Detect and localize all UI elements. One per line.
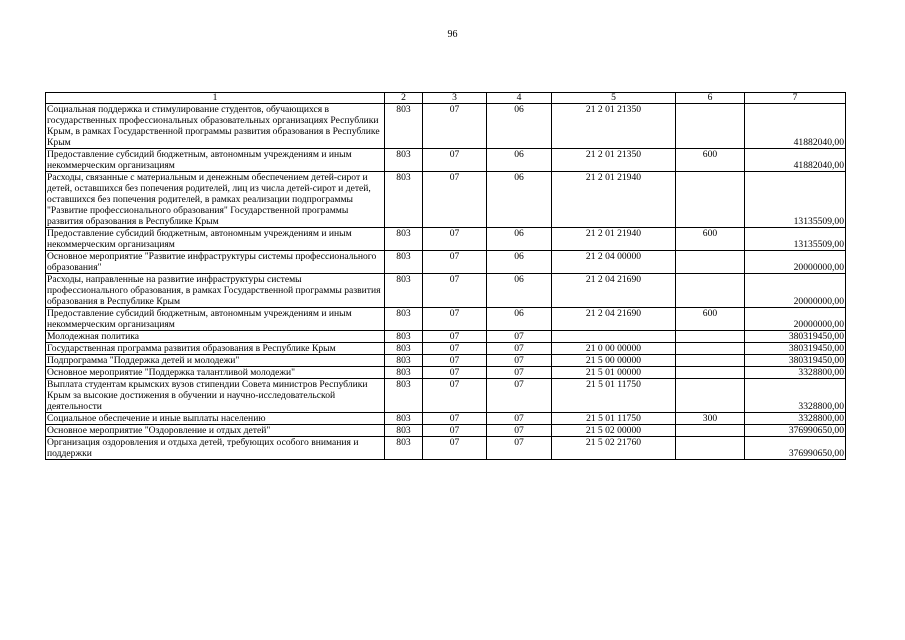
row-code-4: 07 bbox=[487, 343, 552, 355]
row-code-5: 21 5 01 11750 bbox=[552, 379, 676, 413]
row-code-6 bbox=[676, 104, 745, 149]
row-code-3: 07 bbox=[423, 172, 487, 228]
row-code-4: 06 bbox=[487, 149, 552, 172]
row-name: Расходы, направленные на развитие инфраструктуры системы профессионального образования, в рамках Государственной программы развития образования в Республике Крым bbox=[46, 274, 385, 308]
table-row bbox=[46, 343, 846, 355]
row-amount: 376990650,00 bbox=[745, 425, 846, 437]
row-code-3: 07 bbox=[423, 367, 487, 379]
row-code-2: 803 bbox=[385, 149, 423, 172]
row-code-3: 07 bbox=[423, 251, 487, 274]
row-amount: 376990650,00 bbox=[745, 437, 846, 460]
row-code-6 bbox=[676, 172, 745, 228]
row-amount: 20000000,00 bbox=[745, 308, 846, 331]
row-code-4: 07 bbox=[487, 367, 552, 379]
row-amount: 380319450,00 bbox=[745, 343, 846, 355]
column-header: 3 bbox=[423, 93, 487, 104]
row-code-4: 07 bbox=[487, 413, 552, 425]
table-row bbox=[46, 367, 846, 379]
row-code-3: 07 bbox=[423, 149, 487, 172]
row-code-5: 21 2 01 21350 bbox=[552, 104, 676, 149]
row-code-6: 600 bbox=[676, 308, 745, 331]
row-amount: 380319450,00 bbox=[745, 331, 846, 343]
row-code-6 bbox=[676, 437, 745, 460]
row-code-3: 07 bbox=[423, 413, 487, 425]
row-code-2: 803 bbox=[385, 367, 423, 379]
row-code-2: 803 bbox=[385, 228, 423, 251]
row-amount: 41882040,00 bbox=[745, 104, 846, 149]
row-code-5: 21 2 04 21690 bbox=[552, 274, 676, 308]
row-amount: 20000000,00 bbox=[745, 274, 846, 308]
row-code-2: 803 bbox=[385, 251, 423, 274]
row-name: Социальная поддержка и стимулирование студентов, обучающихся в государственных профессиональных образовательных организациях Республики Крым, в рамках Государственной программы развития образования в Республике Крым bbox=[46, 104, 385, 149]
row-code-2: 803 bbox=[385, 425, 423, 437]
table-row bbox=[46, 331, 846, 343]
row-amount: 3328800,00 bbox=[745, 413, 846, 425]
row-code-4: 07 bbox=[487, 425, 552, 437]
row-code-2: 803 bbox=[385, 379, 423, 413]
column-header: 4 bbox=[487, 93, 552, 104]
row-code-5: 21 2 01 21350 bbox=[552, 149, 676, 172]
row-code-6 bbox=[676, 367, 745, 379]
row-amount: 3328800,00 bbox=[745, 379, 846, 413]
row-code-6 bbox=[676, 343, 745, 355]
row-amount: 20000000,00 bbox=[745, 251, 846, 274]
row-code-2: 803 bbox=[385, 308, 423, 331]
row-code-2: 803 bbox=[385, 437, 423, 460]
row-code-6: 600 bbox=[676, 149, 745, 172]
row-code-5: 21 5 01 00000 bbox=[552, 367, 676, 379]
row-code-4: 07 bbox=[487, 355, 552, 367]
table-row bbox=[46, 251, 846, 274]
row-code-2: 803 bbox=[385, 343, 423, 355]
page-number: 96 bbox=[447, 29, 458, 40]
column-header: 5 bbox=[552, 93, 676, 104]
row-code-2: 803 bbox=[385, 172, 423, 228]
row-name: Социальное обеспечение и иные выплаты населению bbox=[46, 413, 385, 425]
row-code-6 bbox=[676, 251, 745, 274]
row-code-3: 07 bbox=[423, 343, 487, 355]
table-body bbox=[46, 93, 846, 460]
table-row bbox=[46, 228, 846, 251]
row-name: Предоставление субсидий бюджетным, автономным учреждениям и иным некоммерческим организациям bbox=[46, 308, 385, 331]
row-name: Молодежная политика bbox=[46, 331, 385, 343]
table-row bbox=[46, 274, 846, 308]
row-code-5: 21 5 02 21760 bbox=[552, 437, 676, 460]
row-code-5: 21 5 00 00000 bbox=[552, 355, 676, 367]
table-row bbox=[46, 149, 846, 172]
row-code-5: 21 5 02 00000 bbox=[552, 425, 676, 437]
row-amount: 41882040,00 bbox=[745, 149, 846, 172]
row-code-5: 21 2 01 21940 bbox=[552, 228, 676, 251]
column-header: 2 bbox=[385, 93, 423, 104]
row-name: Основное мероприятие "Развитие инфраструктуры системы профессионального образования" bbox=[46, 251, 385, 274]
row-amount: 380319450,00 bbox=[745, 355, 846, 367]
row-code-5: 21 2 01 21940 bbox=[552, 172, 676, 228]
row-code-3: 07 bbox=[423, 437, 487, 460]
row-name: Предоставление субсидий бюджетным, автономным учреждениям и иным некоммерческим организациям bbox=[46, 228, 385, 251]
row-code-5: 21 0 00 00000 bbox=[552, 343, 676, 355]
table-row bbox=[46, 308, 846, 331]
row-name: Основное мероприятие "Оздоровление и отдых детей" bbox=[46, 425, 385, 437]
row-code-5 bbox=[552, 331, 676, 343]
column-header: 1 bbox=[46, 93, 385, 104]
row-code-2: 803 bbox=[385, 331, 423, 343]
row-name: Выплата студентам крымских вузов стипендии Совета министров Республики Крым за высокие достижения в обучении и научно-исследовательской деятельности bbox=[46, 379, 385, 413]
row-code-4: 06 bbox=[487, 172, 552, 228]
row-code-3: 07 bbox=[423, 331, 487, 343]
table-row bbox=[46, 104, 846, 149]
row-code-4: 06 bbox=[487, 308, 552, 331]
row-code-4: 06 bbox=[487, 104, 552, 149]
table-row bbox=[46, 437, 846, 460]
row-name: Организация оздоровления и отдыха детей, требующих особого внимания и поддержки bbox=[46, 437, 385, 460]
row-amount: 3328800,00 bbox=[745, 367, 846, 379]
row-code-6 bbox=[676, 274, 745, 308]
row-code-2: 803 bbox=[385, 274, 423, 308]
row-code-3: 07 bbox=[423, 274, 487, 308]
row-amount: 13135509,00 bbox=[745, 172, 846, 228]
row-code-2: 803 bbox=[385, 104, 423, 149]
row-code-6 bbox=[676, 355, 745, 367]
table-row bbox=[46, 425, 846, 437]
row-code-3: 07 bbox=[423, 104, 487, 149]
row-code-6: 300 bbox=[676, 413, 745, 425]
row-code-5: 21 2 04 00000 bbox=[552, 251, 676, 274]
row-code-2: 803 bbox=[385, 355, 423, 367]
row-code-4: 06 bbox=[487, 228, 552, 251]
column-header: 7 bbox=[745, 93, 846, 104]
row-code-3: 07 bbox=[423, 425, 487, 437]
row-code-4: 07 bbox=[487, 437, 552, 460]
row-code-3: 07 bbox=[423, 308, 487, 331]
table-row bbox=[46, 413, 846, 425]
row-code-4: 07 bbox=[487, 379, 552, 413]
row-code-6: 600 bbox=[676, 228, 745, 251]
table-header-row bbox=[46, 93, 846, 104]
row-code-5: 21 5 01 11750 bbox=[552, 413, 676, 425]
row-code-5: 21 2 04 21690 bbox=[552, 308, 676, 331]
row-name: Расходы, связанные с материальным и денежным обеспечением детей-сирот и детей, оставшихся без попечения родителей, лиц из числа детей-сирот и детей, оставшихся без попечения родителей, в рамках реализации подпрограммы "Развитие профессионального образования" Государственной программы развития образования в Республике Крым bbox=[46, 172, 385, 228]
row-code-3: 07 bbox=[423, 379, 487, 413]
table-row bbox=[46, 355, 846, 367]
row-code-6 bbox=[676, 379, 745, 413]
row-code-3: 07 bbox=[423, 355, 487, 367]
column-header: 6 bbox=[676, 93, 745, 104]
row-code-6 bbox=[676, 331, 745, 343]
row-code-4: 06 bbox=[487, 274, 552, 308]
row-name: Государственная программа развития образования в Республике Крым bbox=[46, 343, 385, 355]
table-row bbox=[46, 172, 846, 228]
row-name: Основное мероприятие "Поддержка талантливой молодежи" bbox=[46, 367, 385, 379]
row-name: Подпрограмма "Поддержка детей и молодежи" bbox=[46, 355, 385, 367]
row-code-6 bbox=[676, 425, 745, 437]
table-row bbox=[46, 379, 846, 413]
row-name: Предоставление субсидий бюджетным, автономным учреждениям и иным некоммерческим организациям bbox=[46, 149, 385, 172]
row-code-4: 06 bbox=[487, 251, 552, 274]
row-code-3: 07 bbox=[423, 228, 487, 251]
row-code-4: 07 bbox=[487, 331, 552, 343]
row-amount: 13135509,00 bbox=[745, 228, 846, 251]
budget-table bbox=[45, 92, 846, 460]
row-code-2: 803 bbox=[385, 413, 423, 425]
